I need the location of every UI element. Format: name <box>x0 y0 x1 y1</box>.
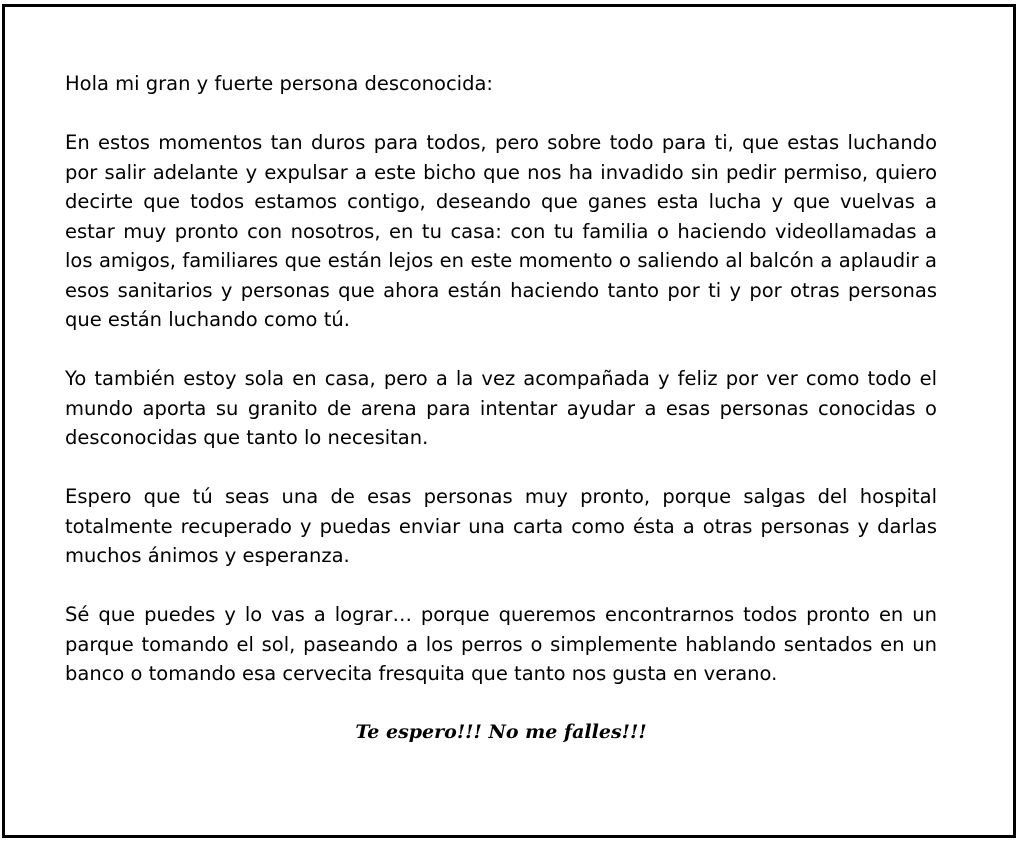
letter-paragraph-2: Yo también estoy sola en casa, pero a la vez acompañada y feliz por ver como todo el mundo aporta su granito de arena para intentar ayudar a esas personas conocidas o desconocidas que tanto lo necesitan. <box>65 367 937 449</box>
letter-paragraph-1: En estos momentos tan duros para todos, pero sobre todo para ti, que estas luchando por salir adelante y expulsar a este bicho que nos ha invadido sin pedir permiso, quiero decirte que todos estamos contigo, deseando que ganes esta lucha y que vuelvas a estar muy pronto con nosotros, en tu casa: con tu familia o haciendo videollamadas a los amigos, familiares que están lejos en este momento o saliendo al balcón a aplaudir a esos sanitarios y personas que ahora están haciendo tanto por ti y por otras personas que están luchando como tú. <box>65 131 937 331</box>
letter-greeting: Hola mi gran y fuerte persona desconocida: <box>65 72 493 95</box>
letter-frame <box>2 4 1016 838</box>
letter-body <box>65 69 937 748</box>
letter-paragraph-3: Espero que tú seas una de esas personas muy pronto, porque salgas del hospital totalmente recuperado y puedas enviar una carta como ésta a otras personas y darlas muchos ánimos y esperanza. <box>65 485 937 567</box>
letter-closing: Te espero!!! No me falles!!! <box>355 721 647 743</box>
letter-paragraph-4: Sé que puedes y lo vas a lograr… porque queremos encontrarnos todos pronto en un parque tomando el sol, paseando a los perros o simplemente hablando sentados en un banco o tomando esa cervecita fresquita que tanto nos gusta en verano. <box>65 603 937 685</box>
